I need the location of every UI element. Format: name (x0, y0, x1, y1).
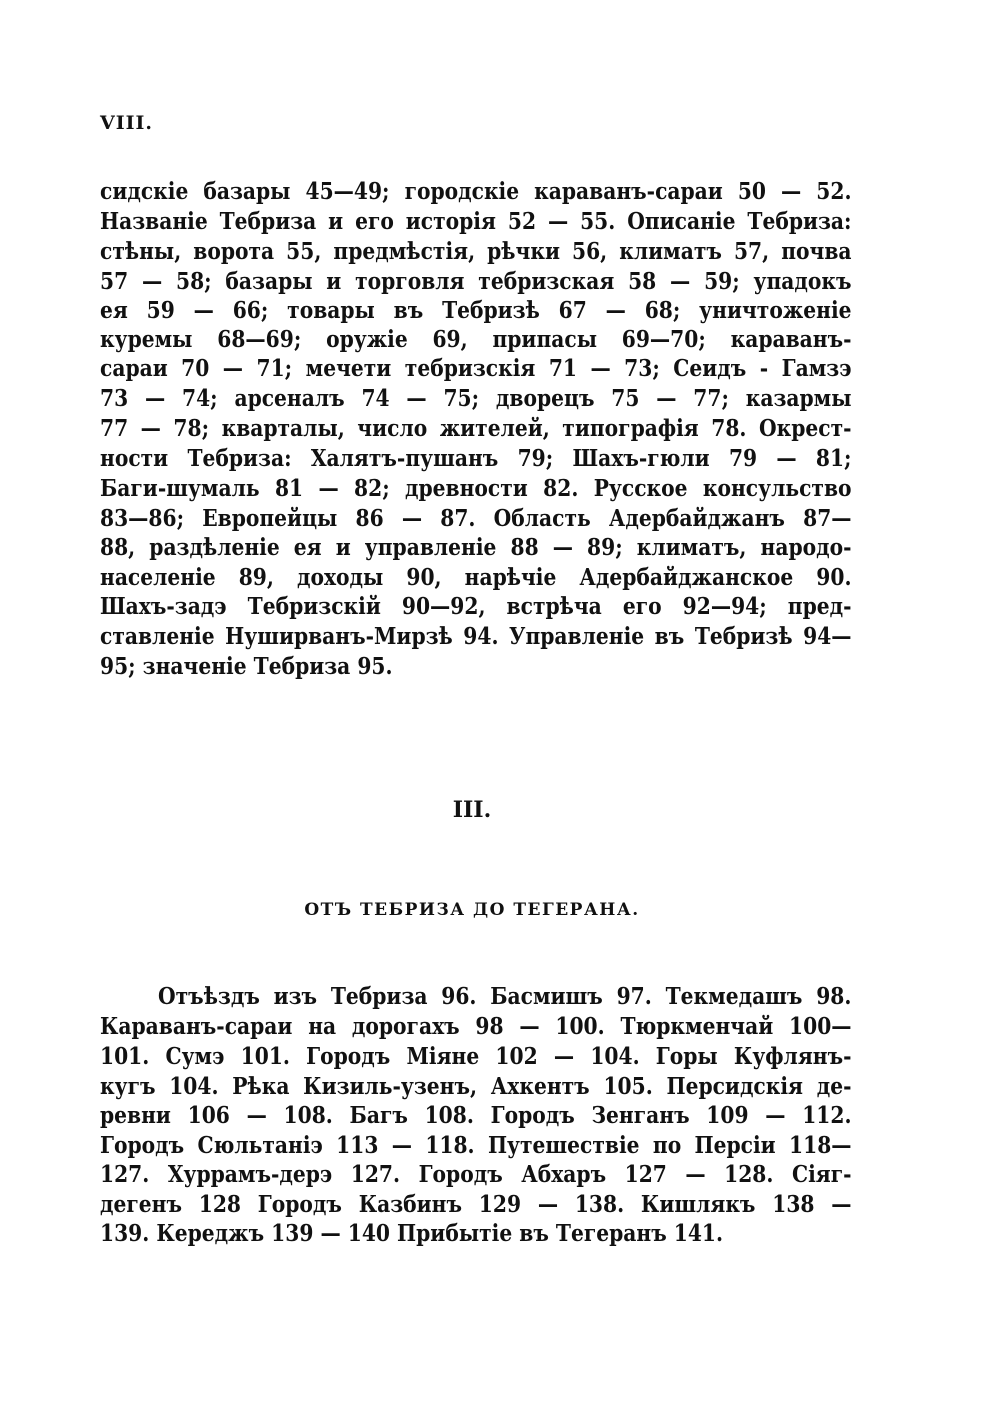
text-line: ности Тебриза: Халятъ-пушанъ 79; Шахъ-гюли 79 — 81; (100, 445, 852, 472)
text-line: куремы 68—69; оружіе 69, припасы 69—70; караванъ- (100, 326, 852, 353)
text-line: ставленіе Нуширванъ-Мирзѣ 94. Управленіе въ Тебризѣ 94— (100, 623, 852, 650)
text-line: Отъѣздъ изъ Тебриза 96. Басмишъ 97. Текмедашъ 98. (158, 983, 852, 1010)
text-line: дегенъ 128 Городъ Казбинъ 129 — 138. Кишлякъ 138 — (100, 1191, 852, 1218)
text-line: 101. Сумэ 101. Городъ Міяне 102 — 104. Горы Куфлянъ- (100, 1043, 852, 1070)
text-line: 83—86; Европейцы 86 — 87. Область Адербайджанъ 87— (100, 505, 852, 532)
text-line: ревни 106 — 108. Багъ 108. Городъ Зенганъ 109 — 112. (100, 1102, 852, 1129)
text-line: 139. Кереджъ 139 — 140 Прибытіе въ Тегеранъ 141. (100, 1220, 724, 1247)
text-line: сидскіе базары 45—49; городскіе караванъ-сараи 50 — 52. (100, 178, 852, 205)
text-line: 127. Хуррамъ-дерэ 127. Городъ Абхаръ 127 — 128. Сіяг- (100, 1161, 852, 1188)
text-line: населеніе 89, доходы 90, нарѣчіе Адербайджанское 90. (100, 564, 852, 591)
text-line: Баги-шумаль 81 — 82; древности 82. Русское консульство (100, 475, 852, 502)
page-number: VIII. (100, 112, 154, 134)
section-title: ОТЪ ТЕБРИЗА ДО ТЕГЕРАНА. (304, 900, 640, 920)
text-line: сараи 70 — 71; мечети тебризскія 71 — 73; Сеидъ - Гамзэ (100, 355, 852, 382)
text-line: кугъ 104. Рѣка Кизиль-узенъ, Ахкентъ 105. Персидскія де- (100, 1073, 852, 1100)
text-line: Городъ Сюльтаніэ 113 — 118. Путешествіе по Персіи 118— (100, 1132, 852, 1159)
text-line: 57 — 58; базары и торговля тебризская 58 — 59; упадокъ (100, 268, 852, 295)
text-line: 77 — 78; кварталы, число жителей, типографія 78. Окрест- (100, 415, 852, 442)
text-line: 73 — 74; арсеналъ 74 — 75; дворецъ 75 — 77; казармы (100, 385, 852, 412)
text-line: ея 59 — 66; товары въ Тебризѣ 67 — 68; уничтоженіе (100, 297, 852, 324)
text-line: 88, раздѣленіе ея и управленіе 88 — 89; климатъ, народо- (100, 534, 852, 561)
text-line: Караванъ-сараи на дорогахъ 98 — 100. Тюркменчай 100— (100, 1013, 852, 1040)
text-line: 95; значеніе Тебриза 95. (100, 653, 393, 680)
text-line: стѣны, ворота 55, предмѣстія, рѣчки 56, климатъ 57, почва (100, 238, 852, 265)
text-line: Названіе Тебриза и его исторія 52 — 55. Описаніе Тебриза: (100, 208, 852, 235)
section-number: III. (452, 797, 492, 823)
text-line: Шахъ-задэ Тебризскій 90—92, встрѣча его 92—94; пред- (100, 593, 852, 620)
